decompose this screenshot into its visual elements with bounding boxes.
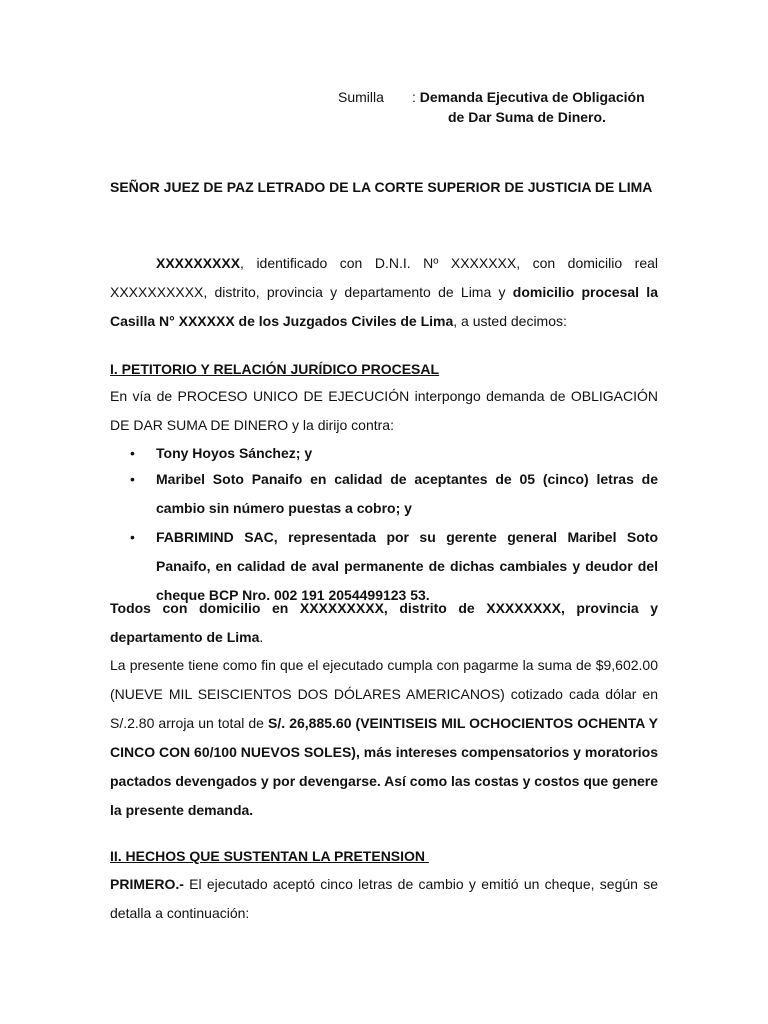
defendant-text: Maribel Soto Panaifo en calidad de aceptantes de 05 (cinco) letras de cambio sin número puestas a cobro; y [156, 471, 658, 516]
addressee-heading: SEÑOR JUEZ DE PAZ LETRADO DE LA CORTE SUPERIOR DE JUSTICIA DE LIMA [110, 179, 653, 195]
intro-text-2: , a usted decimos: [453, 313, 567, 329]
sumilla-block [338, 87, 658, 127]
defendants-list [110, 441, 658, 610]
domicilio-text: Todos con domicilio en XXXXXXXXX, distrito de XXXXXXXX, provincia y departamento de Lima [110, 600, 658, 645]
fin-text: La presente tiene como fin que el ejecutado cumpla con pagarme la suma de $9,602.00 (NUEVE MIL SEISCIENTOS DOS DÓLARES AMERICANOS) cotizado cada dólar en S/.2.80 arroja un total de [110, 657, 658, 731]
fin-amount-text: S/. 26,885.60 (VEINTISEIS MIL OCHOCIENTOS OCHENTA Y CINCO CON 60/100 NUEVOS SOLES), más intereses compensatorios y moratorios pactados devengados y por devengarse. Así como las costas y costos que genere la presente demanda. [110, 715, 659, 818]
primero-label: PRIMERO.- [110, 876, 184, 892]
intro-text-1: , identificado con D.N.I. Nº XXXXXXX, con domicilio real XXXXXXXXXX, distrito, provincia y departamento de Lima y [110, 255, 658, 300]
primero-paragraph [110, 870, 658, 928]
defendant-text: Tony Hoyos Sánchez; y [156, 445, 313, 461]
bullet-icon: • [130, 529, 135, 545]
list-item [110, 441, 658, 465]
petitorio-paragraph: En vía de PROCESO UNICO DE EJECUCIÓN interpongo demanda de OBLIGACIÓN DE DAR SUMA DE DINERO y la dirijo contra: [110, 388, 658, 433]
bullet-icon: • [130, 471, 135, 487]
section-heading-petitorio: I. PETITORIO Y RELACIÓN JURÍDICO PROCESAL [110, 361, 440, 377]
section-heading-hechos: II. HECHOS QUE SUSTENTAN LA PRETENSION [110, 848, 429, 864]
sumilla-line-1 [338, 87, 658, 107]
sumilla-label: Sumilla [338, 89, 384, 105]
bullet-icon: • [130, 445, 135, 461]
intro-domicilio-procesal: domicilio procesal la Casilla N° XXXXXX de los Juzgados Civiles de Lima [110, 284, 658, 329]
list-item [110, 465, 658, 523]
sumilla-subject-line-2: de Dar Suma de Dinero. [448, 109, 606, 125]
plaintiff-name: XXXXXXXXX [156, 255, 241, 271]
sumilla-separator: : [412, 89, 416, 105]
fin-paragraph [110, 651, 658, 825]
sumilla-subject-line-1: Demanda Ejecutiva de Obligación [419, 89, 645, 105]
intro-paragraph [110, 249, 658, 336]
defendant-text: FABRIMIND SAC, representada por su gerente general Maribel Soto Panaifo, en calidad de aval permanente de dichas cambiales y deudor del cheque BCP Nro. 002 191 2054499123 53. [156, 529, 658, 603]
domicilio-end: . [259, 629, 264, 645]
domicilio-paragraph [110, 594, 658, 652]
primero-text: El ejecutado aceptó cinco letras de cambio y emitió un cheque, según se detalla a continuación: [110, 876, 658, 921]
